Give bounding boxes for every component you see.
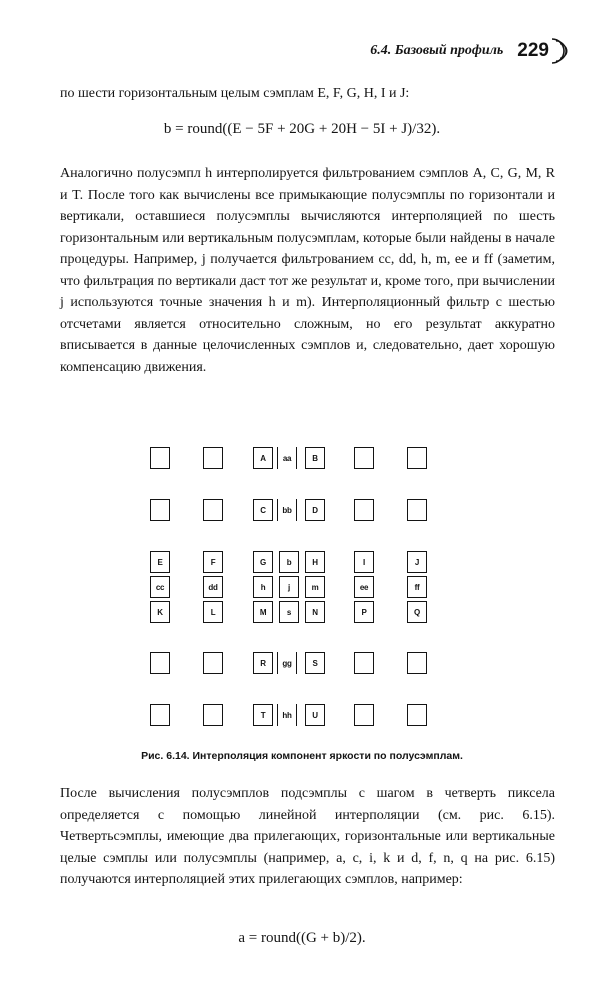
empty-integer-sample — [354, 447, 374, 469]
sample-bb: bb — [277, 499, 297, 521]
formula-a: a = round((G + b)/2). — [238, 930, 366, 946]
sample-N: N — [305, 601, 325, 623]
sample-A: A — [253, 447, 273, 469]
empty-integer-sample — [407, 447, 427, 469]
sample-D: D — [305, 499, 325, 521]
sample-P: P — [354, 601, 374, 623]
empty-integer-sample — [203, 499, 223, 521]
formula-b: b = round((E − 5F + 20G + 20H − 5I + J)/32). — [163, 121, 441, 137]
sample-ff: ff — [407, 576, 427, 598]
sample-U: U — [305, 704, 325, 726]
empty-integer-sample — [407, 652, 427, 674]
section-title: 6.4. Базовый профиль — [370, 43, 504, 58]
sample-S: S — [305, 652, 325, 674]
sample-G: G — [253, 551, 273, 573]
page-number-arc-ornament — [550, 36, 570, 66]
sample-hh: hh — [277, 704, 297, 726]
empty-integer-sample — [203, 652, 223, 674]
empty-integer-sample — [407, 704, 427, 726]
sample-s: s — [279, 601, 299, 623]
paragraph-quarter-sample-interpolation: После вычисления полусэмплов подсэмплы с шагом в четверть пиксела определяется с помощью линейной интерполяции (см. рис. 6.15). Четвертьсэмплы, имеющие два прилегающих, горизонтальные или вертикальные целые сэмплы или полусэмплы (например, a, c, i, k и d, f, n, q на рис. 6.15) получаются интерполяцией этих прилегающих сэмплов, например: — [60, 786, 555, 887]
figure-caption: Рис. 6.14. Интерполяция компонент яркости по полусэмплам. — [141, 750, 463, 762]
empty-integer-sample — [150, 447, 170, 469]
sample-H: H — [305, 551, 325, 573]
sample-M: M — [253, 601, 273, 623]
sample-m: m — [305, 576, 325, 598]
sample-aa: aa — [277, 447, 297, 469]
sample-L: L — [203, 601, 223, 623]
sample-Q: Q — [407, 601, 427, 623]
sample-dd: dd — [203, 576, 223, 598]
intro-line: по шести горизонтальным целым сэмплам E, F, G, H, I и J: — [60, 86, 410, 101]
empty-integer-sample — [150, 499, 170, 521]
empty-integer-sample — [407, 499, 427, 521]
sample-E: E — [150, 551, 170, 573]
sample-T: T — [253, 704, 273, 726]
empty-integer-sample — [354, 652, 374, 674]
sample-ee: ee — [354, 576, 374, 598]
sample-h: h — [253, 576, 273, 598]
page-number: 229 — [517, 40, 549, 61]
sample-I: I — [354, 551, 374, 573]
empty-integer-sample — [203, 447, 223, 469]
sample-B: B — [305, 447, 325, 469]
empty-integer-sample — [354, 704, 374, 726]
sample-K: K — [150, 601, 170, 623]
empty-integer-sample — [203, 704, 223, 726]
sample-J: J — [407, 551, 427, 573]
empty-integer-sample — [150, 704, 170, 726]
paragraph-half-sample-interpolation: Аналогично полусэмпл h интерполируется фильтрованием сэмплов A, C, G, M, R и T. После того как вычислены все примыкающие полусэмплы по горизонтали и вертикали, оставшиеся полусэмплы вычисляются интерполяцией по шесть горизонтальным или вертикальным полусэмплам, которые были найдены в начале процедуры. Например, j получается фильтрованием cc, dd, h, m, ee и ff (заметим, что фильтрация по вертикали даст тот же результат и, кроме того, при вычислении j используются точные значения h и m). Интерполяционный фильтр с шестью отсчетами является относительно сложным, но его результат аккуратно вписывается в данные целочисленных сэмплов и, следовательно, дает хорошую компенсацию движения. — [60, 166, 555, 375]
sample-C: C — [253, 499, 273, 521]
sample-cc: cc — [150, 576, 170, 598]
sample-gg: gg — [277, 652, 297, 674]
figure-6-14-sample-grid — [150, 445, 440, 735]
sample-R: R — [253, 652, 273, 674]
empty-integer-sample — [354, 499, 374, 521]
sample-j: j — [279, 576, 299, 598]
sample-F: F — [203, 551, 223, 573]
running-header — [370, 36, 570, 66]
empty-integer-sample — [150, 652, 170, 674]
sample-b: b — [279, 551, 299, 573]
